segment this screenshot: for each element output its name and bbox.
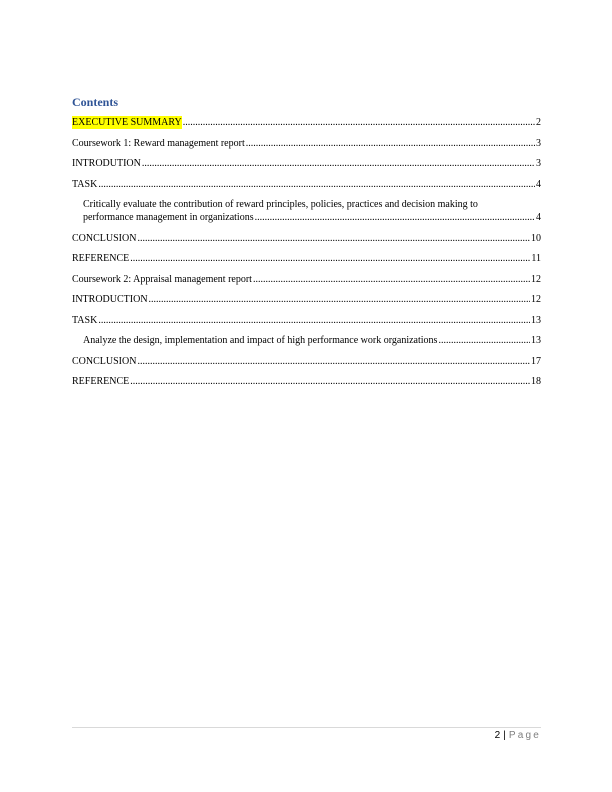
dot-leader — [130, 375, 530, 388]
toc-entry-page: 10 — [531, 232, 541, 244]
toc-entry-title-line1: Critically evaluate the contribution of reward principles, policies, practices and decision making to — [83, 199, 478, 210]
toc-entry-title: EXECUTIVE SUMMARY — [72, 117, 182, 128]
toc-entry-page: 11 — [531, 253, 541, 264]
page-footer — [495, 730, 541, 741]
toc-entry-page: 12 — [531, 294, 541, 305]
toc-entry-introduction[interactable] — [72, 293, 541, 306]
toc-entry-page: 13 — [531, 314, 541, 326]
toc-entry-page: 3 — [536, 158, 541, 169]
toc-entry-reference-2[interactable] — [72, 375, 541, 388]
dot-leader — [253, 273, 530, 286]
toc-entry-introdution[interactable] — [72, 157, 541, 170]
dot-leader — [98, 314, 530, 327]
toc-entry-executive-summary[interactable] — [72, 116, 541, 129]
dot-leader — [142, 157, 535, 170]
dot-leader — [183, 116, 535, 129]
toc-entry-title: INTRODUCTION — [72, 294, 148, 305]
dot-leader — [137, 232, 530, 245]
toc-entry-title: REFERENCE — [72, 376, 130, 387]
dot-leader — [438, 334, 530, 347]
toc-entry-title-line2: performance management in organizations — [83, 212, 254, 223]
toc-entry-page: 12 — [531, 273, 541, 285]
dot-leader — [255, 211, 535, 224]
toc-entry-title: Analyze the design, implementation and impact of high performance work organizations — [83, 335, 438, 346]
toc-entry-title: INTRODUTION — [72, 158, 141, 169]
toc-entry-title: CONCLUSION — [72, 232, 137, 244]
toc-entry-title: TASK — [72, 178, 98, 190]
footer-divider — [72, 727, 541, 728]
dot-leader — [246, 137, 535, 150]
toc-entry-coursework-2[interactable] — [72, 273, 541, 286]
toc-entry-title: TASK — [72, 314, 98, 326]
toc-entry-conclusion-2[interactable] — [72, 355, 541, 368]
toc-entry-critically-evaluate[interactable] — [72, 198, 541, 224]
toc-entry-page: 17 — [531, 355, 541, 367]
dot-leader — [149, 293, 530, 306]
footer-page-word: Page — [508, 730, 541, 741]
toc-entry-page: 3 — [536, 137, 541, 149]
dot-leader — [130, 252, 530, 265]
toc-entry-page: 13 — [531, 335, 541, 346]
toc-entry-page: 4 — [536, 212, 541, 223]
toc-entry-analyze-design[interactable] — [72, 334, 541, 347]
toc-entry-page: 2 — [536, 117, 541, 128]
toc-entry-page: 18 — [531, 376, 541, 387]
toc-entry-title: Coursework 1: Reward management report — [72, 137, 245, 149]
toc-entry-page: 4 — [536, 178, 541, 190]
footer-page-number: 2 — [494, 730, 501, 741]
table-of-contents — [72, 116, 541, 396]
dot-leader — [98, 178, 535, 191]
toc-heading: Contents — [72, 95, 119, 109]
footer-separator: | — [503, 730, 506, 741]
toc-entry-task-2[interactable] — [72, 314, 541, 327]
toc-entry-coursework-1[interactable] — [72, 137, 541, 150]
toc-entry-title: REFERENCE — [72, 253, 130, 264]
dot-leader — [137, 355, 530, 368]
toc-entry-task-1[interactable] — [72, 178, 541, 191]
toc-entry-conclusion-1[interactable] — [72, 232, 541, 245]
toc-entry-title: Coursework 2: Appraisal management report — [72, 273, 252, 285]
toc-entry-reference-1[interactable] — [72, 252, 541, 265]
toc-entry-title: CONCLUSION — [72, 355, 137, 367]
